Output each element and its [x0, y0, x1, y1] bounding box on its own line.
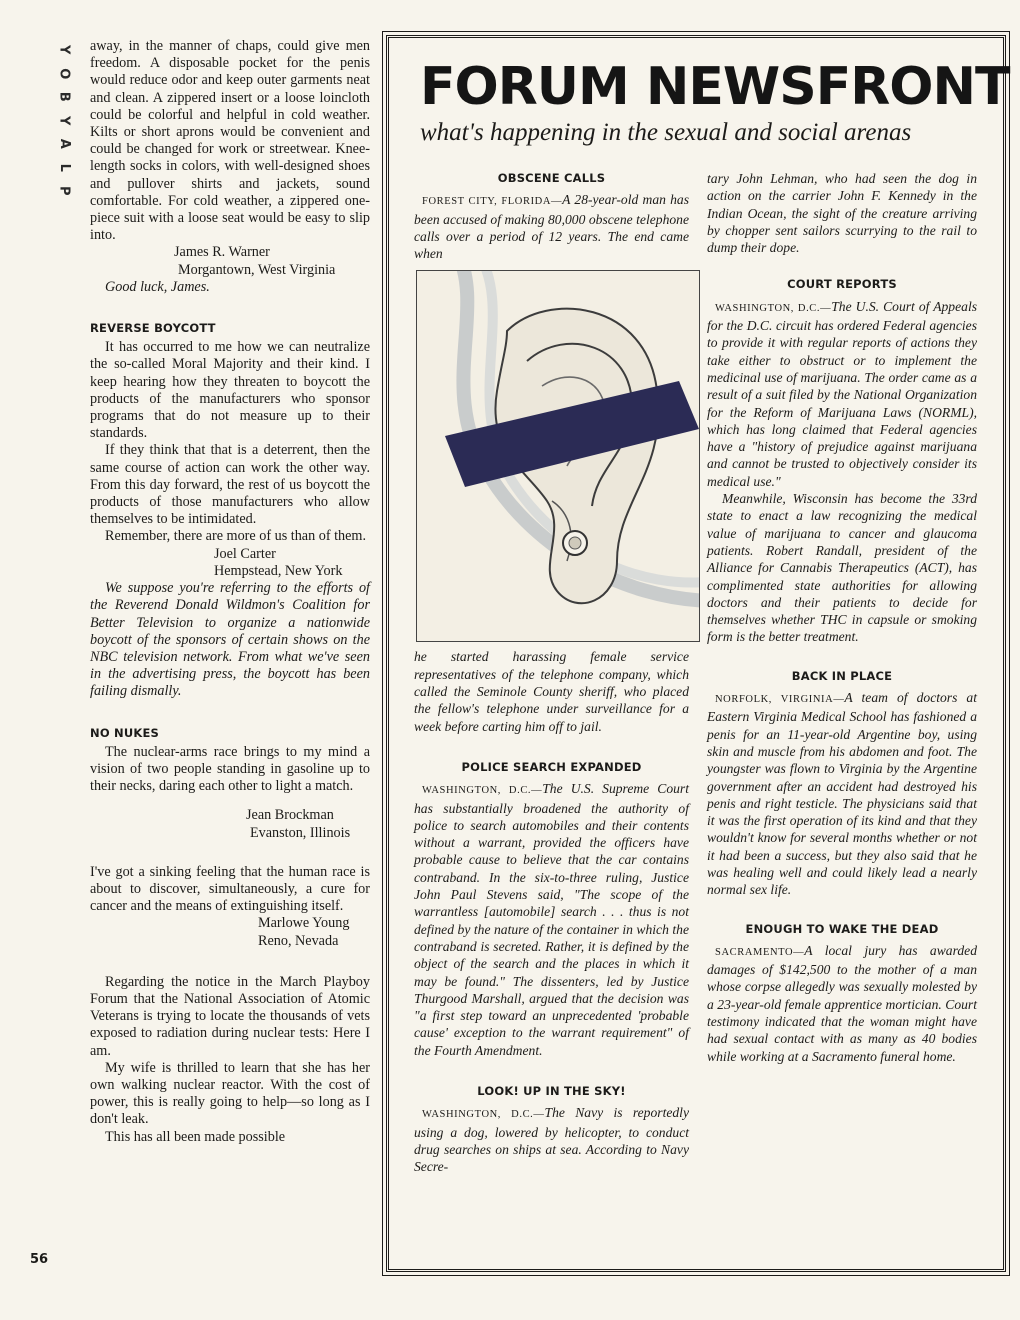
logo-letter: Y [56, 115, 72, 125]
news-text: A local jury has awarded damages of $142,500 to the mother of a man whose corpse allegedly was sexually molested by a 23-year-old female apprentice mortician. Court testimony indicated that the woman might have had sexual contact with as many as 40 bodies while working at a Sacramento funeral home. [707, 942, 977, 1064]
newsfront-title: FORUM NEWSFRONT [420, 57, 1010, 117]
letter-signature-name: Marlowe Young [258, 915, 350, 932]
letter-signature-place: Hempstead, New York [214, 562, 343, 579]
logo-letter: B [56, 91, 72, 102]
editor-reply: Good luck, James. [105, 278, 210, 295]
news-heading: COURT REPORTS [787, 277, 897, 292]
letter-signature-name: James R. Warner [174, 244, 270, 261]
news-heading: LOOK! UP IN THE SKY! [477, 1084, 626, 1099]
logo-letter: P [56, 185, 72, 196]
letter-paragraph: If they think that that is a deterrent, then the same course of action can work the other way. From this day forward, the rest of us boycott the products of those manufacturers who allow themselves to be intimidated. [90, 442, 370, 528]
letter-paragraph: It has occurred to me how we can neutralize the so-called Moral Majority and their kind. I keep hearing how they threaten to boycott the products of the manufacturers who sponsor programs that do not measure up to their standards. [90, 339, 370, 442]
letter-paragraph: Regarding the notice in the March Playboy Forum that the National Association of Atomic Veterans is trying to locate the thousands of vets exposed to radiation during nuclear tests: Here I am. [90, 973, 370, 1059]
news-heading: POLICE SEARCH EXPANDED [461, 759, 642, 774]
news-text: Meanwhile, Wisconsin has become the 33rd state to enact a law recognizing the medical value of marijuana to cancer and glaucoma patients. Robert Randall, president of the Alliance for Cannabis Therapeutics (ACT), has complimented state authorities for allowing doctors and their patients to decide for themselves whether THC in capsule or smoking form is the better treatment. [707, 491, 977, 645]
news-text: The U.S. Court of Appeals for the D.C. circuit has ordered Federal agencies to provide it with regular reports of actions they take either to obstruct or to implement the medicinal use of marijuana. The order came as a result of a suit filed by the National Organization for the Reform of Marijuana Laws (NORML), which has long claimed that Federal agencies have a "history of prejudice against marijuana and cannot be trusted to objectively consider its medical use." [707, 298, 978, 489]
page-number: 56 [30, 1252, 49, 1267]
news-dateline: NORFOLK, VIRGINIA— [715, 694, 845, 706]
logo-letter: O [56, 67, 72, 79]
letter-signature-place: Evanston, Illinois [250, 824, 351, 841]
logo-letter: Y [56, 45, 72, 55]
magazine-logo-vertical [54, 38, 74, 203]
editor-reply: We suppose you're referring to the efforts of the Reverend Donald Wildmon's Coalition for Better Television to organize a nationwide boycott of the sponsors of certain shows on the NBC television network. From what we've seen in the advertising press, the boycott has been failing dismally. [90, 580, 370, 700]
news-text: The U.S. Supreme Court has substantially broadened the authority of police to search automobiles and their contents without a warrant, provided the officers have probable cause to believe that the car contains contraband. In the six-to-three ruling, Justice John Paul Stevens said, "The scope of the warrantless [automobile] search . . . thus is not defined by the nature of the container in which the contraband is secreted. Rather, it is defined by the object of the search and the places in which it may be found." The dissenters, led by Justice Thurgood Marshall, argued that the decision was "a first step toward an unprecedented 'probable cause' exception to the warrant requirement" of the Fourth Amendment. [414, 781, 689, 1058]
news-text: The Navy is reportedly using a dog, lowered by helicopter, to conduct drug searches on ships at sea. According to Navy Secre- [414, 1105, 689, 1175]
news-dateline: WASHINGTON, D.C.— [422, 1109, 545, 1121]
logo-letter: A [56, 138, 72, 149]
news-text: A team of doctors at Eastern Virginia Medical School has fashioned a penis for an 11-year-old Argentine boy, using skin and muscle from his abdomen and foot. The youngster was flown to Virginia by the Argentine government after an accident had destroyed his penis and right testicle. The physicians said that it was the first operation of its kind and that they wouldn't know for several months whether or not it had been a success, but they also said that he was healing well and could likely lead a nearly normal sex life. [707, 690, 977, 898]
logo-letter: L [56, 163, 72, 172]
letter-paragraph: The nuclear-arms race brings to my mind a vision of two people standing in gasoline up to their necks, daring each other to light a match. [90, 743, 370, 795]
letters-column [90, 38, 370, 1146]
newsfront-column-right [707, 170, 977, 1065]
news-dateline: WASHINGTON, D.C.— [422, 785, 543, 797]
news-heading: BACK IN PLACE [791, 668, 893, 683]
letter-paragraph: My wife is thrilled to learn that she has her own walking nuclear reactor. With the cost of power, this is really going to help—so long as I don't leak. [90, 1059, 370, 1128]
news-text: A 28-year-old man has been accused of making 80,000 obscene telephone calls over a period of 12 years. The end came when [414, 192, 689, 262]
newsfront-subtitle: what's happening in the sexual and social arenas [420, 119, 912, 146]
letter-signature-name: Jean Brockman [246, 807, 334, 824]
news-dateline: WASHINGTON, D.C.— [715, 302, 832, 314]
section-heading: NO NUKES [90, 725, 160, 740]
news-text: he started harassing female service representatives of the telephone company, which called the Seminole County sheriff, who placed the fellow's telephone under surveillance for a week before carting him off to jail. [414, 649, 689, 734]
ear-illustration [416, 270, 700, 642]
letter-paragraph: I've got a sinking feeling that the human race is about to discover, simultaneously, a cure for cancer and the means of extinguishing itself. [90, 863, 370, 915]
ear-drawing [417, 271, 699, 641]
letter-signature-name: Joel Carter [214, 545, 276, 562]
section-heading: REVERSE BOYCOTT [90, 321, 216, 336]
news-dateline: SACRAMENTO— [715, 946, 805, 958]
news-dateline: FOREST CITY, FLORIDA— [422, 196, 563, 208]
letter-paragraph: This has all been made possible [105, 1128, 286, 1145]
news-heading: ENOUGH TO WAKE THE DEAD [745, 921, 939, 936]
letter-paragraph: away, in the manner of chaps, could give men freedom. A disposable pocket for the penis would reduce odor and keep outer garments neat and clean. A zippered insert or a loose loincloth could be colorful and helpful in cold weather. Kilts or short aprons would be convenient and could be changed for work or streetwear. Knee-length socks in colors, with well-designed shoes and pullover shirts and jackets, sound comfortable. For cold weather, a zippered one-piece suit with a loose seat would be easy to slip into. [90, 38, 370, 244]
news-text: tary John Lehman, who had seen the dog in action on the carrier John F. Kennedy in the Indian Ocean, the sight of the creature arriving by chopper sent sailors scurrying to the rail to dump their dope. [707, 171, 977, 256]
news-heading: OBSCENE CALLS [497, 171, 606, 185]
letter-signature-place: Reno, Nevada [258, 932, 339, 949]
letter-signature-place: Morgantown, West Virginia [178, 261, 336, 278]
letter-paragraph: Remember, there are more of us than of them. [105, 528, 367, 545]
